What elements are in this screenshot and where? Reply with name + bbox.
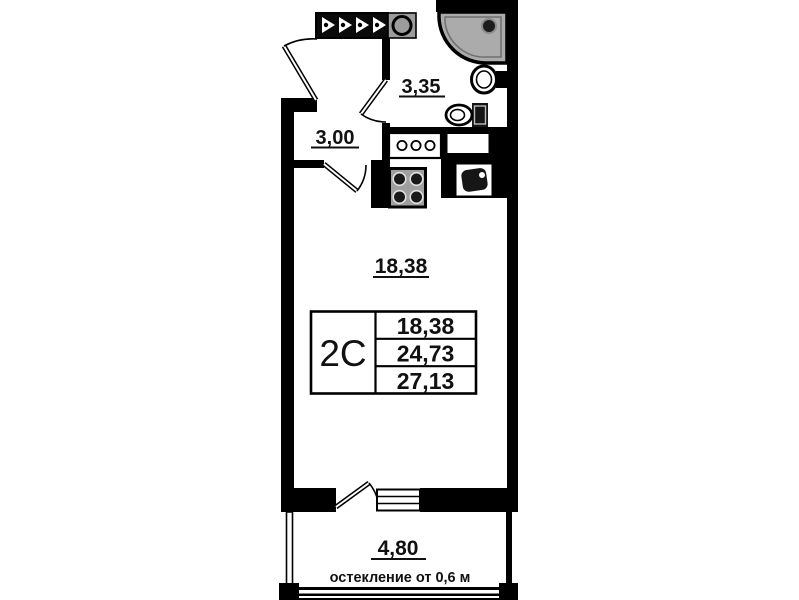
stamp-area-3: 27,13 xyxy=(396,368,455,394)
wall-room-bottom-right xyxy=(420,488,518,512)
railing-line-1 xyxy=(281,587,518,590)
wall-bath-left-upper xyxy=(382,36,390,80)
vent-shaft-icon xyxy=(316,13,416,38)
living-room-area-label: 18,38 xyxy=(374,255,428,278)
glazing-note: остекление от 0,6 м xyxy=(329,570,471,586)
bathroom-door xyxy=(361,80,386,122)
wall-balcony-right xyxy=(506,512,512,592)
railing-post-right xyxy=(499,583,518,600)
kitchen-counter-icon xyxy=(389,133,441,158)
bathroom-area-label: 3,35 xyxy=(401,76,441,98)
kitchen-niche xyxy=(447,134,489,154)
railing-post-left xyxy=(279,583,299,600)
washbasin-icon xyxy=(472,66,509,93)
hallway-area-label: 3,00 xyxy=(315,127,355,149)
pipe-icon xyxy=(393,17,411,35)
window-icon xyxy=(377,490,420,511)
wall-top xyxy=(436,0,518,12)
railing-line-2 xyxy=(281,594,518,597)
wall-right xyxy=(507,0,518,512)
stamp-area-1: 18,38 xyxy=(396,313,455,339)
shower-icon xyxy=(439,12,507,63)
unit-stamp xyxy=(311,312,476,395)
unit-type-label: 2С xyxy=(319,333,367,374)
wall-room-bottom-left xyxy=(281,488,336,512)
wall-kitchen-column xyxy=(371,160,390,208)
wall-hall-bottom xyxy=(281,160,324,168)
balcony-area-label: 4,80 xyxy=(377,537,419,560)
stamp-area-2: 24,73 xyxy=(396,340,455,367)
balcony-door xyxy=(336,483,378,507)
wall-entry-stub xyxy=(281,98,317,112)
entry-door xyxy=(284,39,317,100)
stove-icon xyxy=(390,169,426,208)
wall-balcony-left xyxy=(287,512,293,588)
kitchen-sink-icon xyxy=(456,164,493,197)
room-door xyxy=(324,164,366,191)
toilet-icon xyxy=(446,103,488,127)
